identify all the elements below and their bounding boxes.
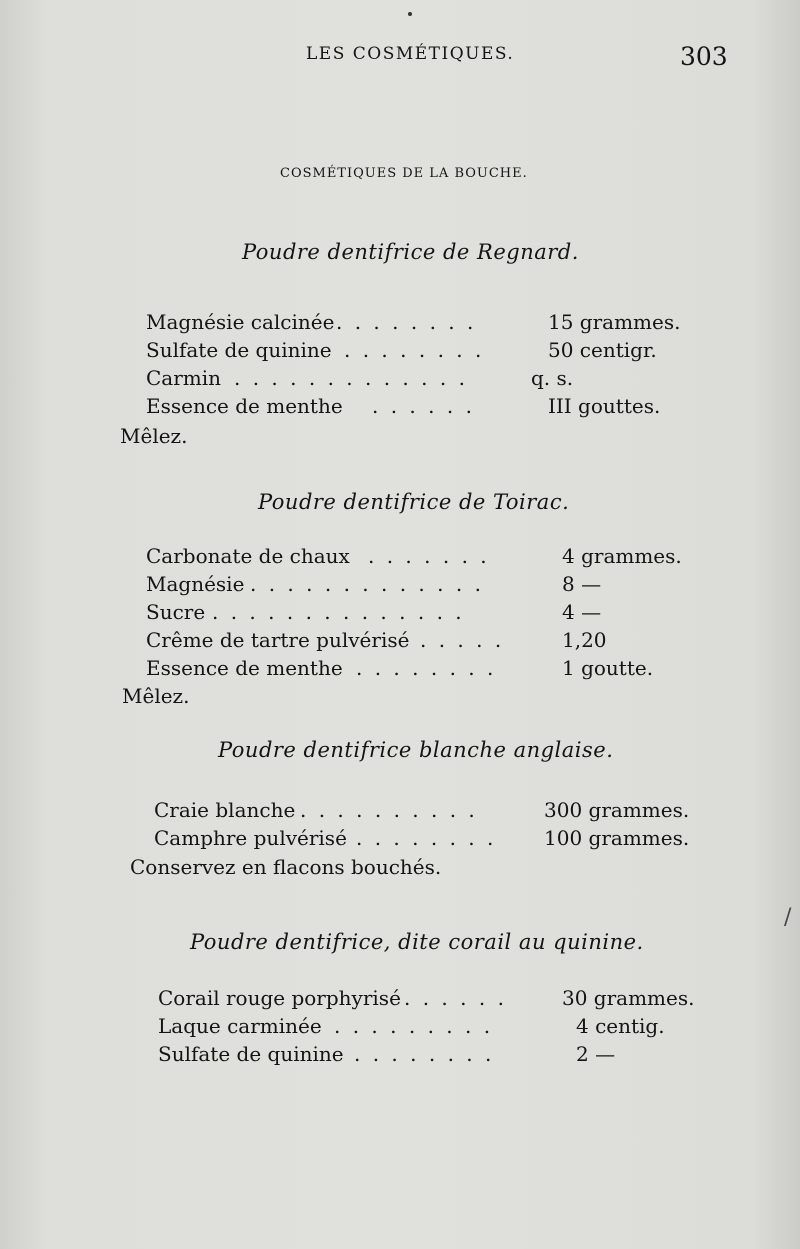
ingredient-quantity: 4 grammes. — [562, 544, 682, 568]
ingredient-name: Magnésie — [146, 572, 245, 596]
ingredient-quantity: 30 grammes. — [562, 986, 695, 1010]
ingredient-name: Carmin — [146, 366, 222, 390]
ingredient-name: Camphre pulvérisé — [154, 826, 347, 850]
instruction-note: Mêlez. — [120, 424, 188, 448]
leader-dots: . . . . . . . . — [356, 656, 497, 680]
leader-dots: . . . . . — [420, 628, 505, 652]
recipe-title: Poudre dentifrice de Regnard. — [242, 240, 579, 264]
ingredient-quantity: q. s. — [531, 366, 574, 390]
leader-dots: . . . . . . . . . . . . . — [250, 572, 484, 596]
ingredient-quantity: 4 centig. — [576, 1014, 665, 1038]
leader-dots: . . . . . . — [404, 986, 507, 1010]
leader-dots: . . . . . . . . . — [334, 1014, 494, 1038]
ingredient-quantity: III gouttes. — [548, 394, 661, 418]
ingredient-name: Crême de tartre pulvérisé — [146, 628, 410, 652]
ingredient-quantity: 8 — — [562, 572, 602, 596]
leader-dots: . . . . . . — [372, 394, 475, 418]
instruction-note: Conservez en flacons bouchés. — [130, 855, 442, 879]
leader-dots: . . . . . . . . . . . . . . — [212, 600, 465, 624]
ingredient-quantity: 15 grammes. — [548, 310, 681, 334]
recipe-title: Poudre dentifrice, dite corail au quinine. — [190, 930, 644, 954]
section-title: COSMÉTIQUES DE LA BOUCHE. — [280, 166, 528, 181]
ingredient-name: Essence de menthe — [146, 656, 343, 680]
ingredient-quantity: 1,20 — [562, 628, 607, 652]
ingredient-quantity: 4 — — [562, 600, 602, 624]
ingredient-name: Sucre — [146, 600, 206, 624]
leader-dots: . . . . . . . . — [336, 310, 477, 334]
leader-dots: . . . . . . . . . . — [300, 798, 478, 822]
ingredient-name: Sulfate de quinine — [146, 338, 332, 362]
ingredient-name: Carbonate de chaux — [146, 544, 350, 568]
margin-mark: / — [784, 905, 792, 930]
page-number: 303 — [680, 42, 728, 71]
running-head: LES COSMÉTIQUES. — [306, 44, 515, 64]
ingredient-name: Corail rouge porphyrisé — [158, 986, 401, 1010]
ingredient-name: Magnésie calcinée — [146, 310, 335, 334]
ingredient-quantity: 300 grammes. — [544, 798, 690, 822]
instruction-note: Mêlez. — [122, 684, 190, 708]
ink-dot — [408, 12, 412, 16]
ingredient-name: Laque carminée — [158, 1014, 322, 1038]
ingredient-quantity: 2 — — [576, 1042, 616, 1066]
ingredient-quantity: 50 centigr. — [548, 338, 657, 362]
leader-dots: . . . . . . . . — [356, 826, 497, 850]
leader-dots: . . . . . . . . . . . . . — [234, 366, 468, 390]
ingredient-quantity: 100 grammes. — [544, 826, 690, 850]
recipe-title: Poudre dentifrice blanche anglaise. — [218, 738, 614, 762]
leader-dots: . . . . . . . . — [354, 1042, 495, 1066]
leader-dots: . . . . . . . — [368, 544, 490, 568]
ingredient-name: Craie blanche — [154, 798, 296, 822]
ingredient-quantity: 1 goutte. — [562, 656, 654, 680]
recipe-title: Poudre dentifrice de Toirac. — [258, 490, 570, 514]
leader-dots: . . . . . . . . — [344, 338, 485, 362]
ingredient-name: Essence de menthe — [146, 394, 343, 418]
ingredient-name: Sulfate de quinine — [158, 1042, 344, 1066]
